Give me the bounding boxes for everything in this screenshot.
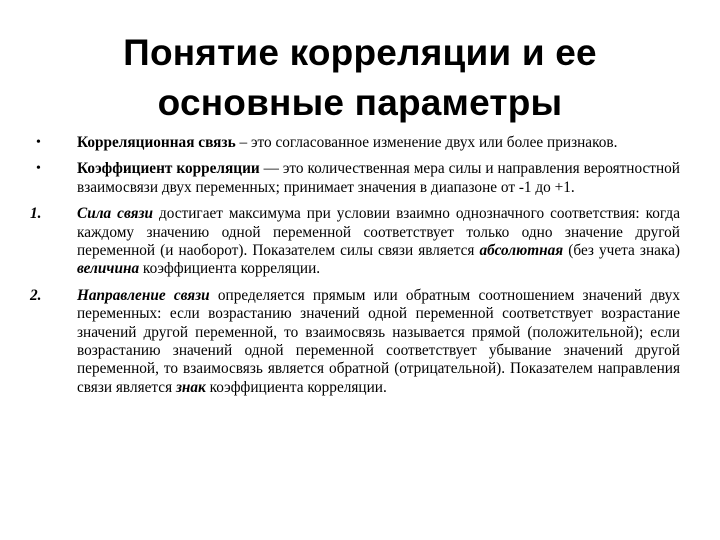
slide-title xyxy=(40,28,680,128)
item-text xyxy=(77,134,680,152)
definition-text: коэффициента корреляции. xyxy=(205,378,387,396)
definition-text: достигает максимума при условии взаимно однозначного соответствия: когда каждому значению одной переменной соответствует только одно значение другой переменной (и наоборот). Показателем силы связи является xyxy=(77,205,680,260)
number-marker: 2. xyxy=(30,286,42,304)
definition-text: определяется прямым или обратным соотношением значений двух переменных: если возрастанию значений одной переменной соответствует возрастание значений другой переменной, то взаимосвязь называется прямой (положительной); если возрастанию значений одной переменной соответствует убывание значений другой переменной, то взаимосвязь является обратной (отрицательной). Показателем направления связи является xyxy=(77,286,680,396)
content-list xyxy=(30,134,680,405)
number-marker: 1. xyxy=(30,205,42,223)
definition-text: коэффициента корреляции. xyxy=(139,260,321,278)
emphasis-absolute: абсолютная xyxy=(479,242,564,260)
definition-text: — это количественная мера силы и направления вероятностной взаимосвязи двух переменных; принимает значения в диапазоне от -1 до +1. xyxy=(77,160,680,196)
term-correlation-coefficient: Коэффициент корреляции xyxy=(77,160,260,178)
emphasis-magnitude: величина xyxy=(77,260,140,278)
list-item-correlation-link xyxy=(30,134,680,152)
emphasis-sign: знак xyxy=(175,378,206,396)
term-direction: Направление связи xyxy=(77,286,210,304)
item-text xyxy=(77,160,680,197)
list-item-direction xyxy=(30,287,680,397)
bullet-marker: • xyxy=(36,135,41,150)
term-strength: Сила связи xyxy=(77,205,153,223)
definition-text: (без учета знака) xyxy=(563,242,681,260)
term-correlation-link: Корреляционная связь xyxy=(77,134,236,151)
bullet-marker: • xyxy=(36,161,41,177)
list-item-correlation-coefficient xyxy=(30,160,680,197)
title-line-1: Понятие корреляции и ее xyxy=(123,32,597,73)
list-item-strength xyxy=(30,205,680,279)
item-text xyxy=(77,287,680,397)
title-line-2: основные параметры xyxy=(157,82,563,123)
item-text xyxy=(77,205,680,279)
definition-text: – это согласованное изменение двух или более признаков. xyxy=(235,134,618,151)
